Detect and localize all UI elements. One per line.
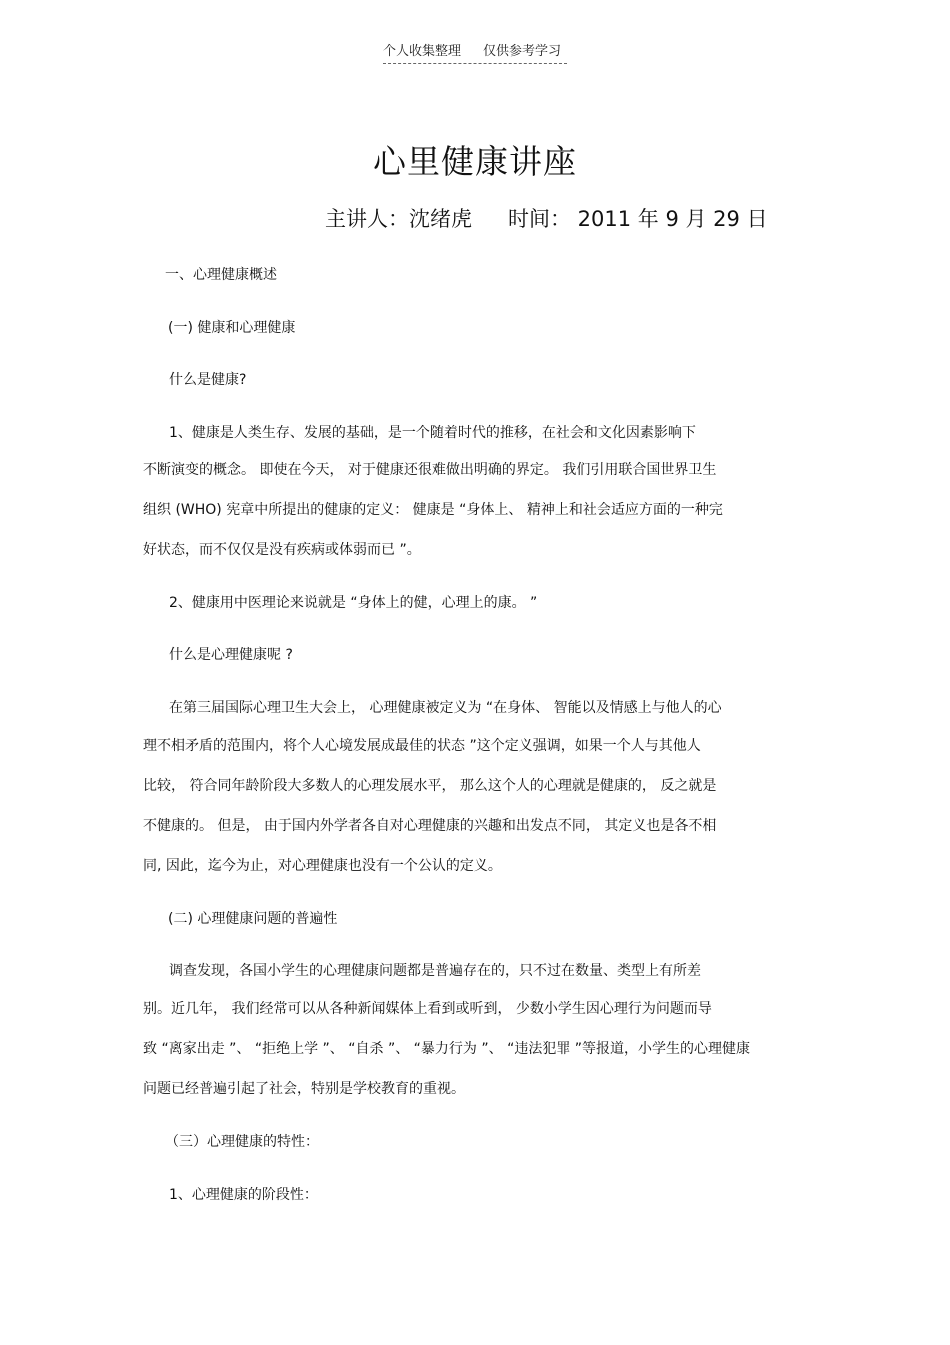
paragraph-line: 在第三届国际心理卫生大会上， 心理健康被定义为 “在身体、 智能以及情感上与他人的心 xyxy=(169,700,722,716)
page-header xyxy=(383,40,567,64)
subsection-heading-3: （三）心理健康的特性： xyxy=(165,1134,319,1150)
paragraph-line: 1、健康是人类生存、发展的基础，是一个随着时代的推移，在社会和文化因素影响下 xyxy=(169,425,696,441)
section-heading-1: 一、心理健康概述 xyxy=(165,267,277,283)
question-mental-health: 什么是心理健康呢 ? xyxy=(169,647,293,663)
header-right-text: 仅供参考学习 xyxy=(483,44,562,59)
subsection-heading-2: (二) 心理健康问题的普遍性 xyxy=(168,911,338,927)
byline xyxy=(325,203,768,233)
document-title: 心里健康讲座 xyxy=(373,142,577,181)
paragraph-line: 别。近几年， 我们经常可以从各种新闻媒体上看到或听到， 少数小学生因心理行为问题而导 xyxy=(143,1001,712,1017)
paragraph-line: 问题已经普遍引起了社会，特别是学校教育的重视。 xyxy=(143,1081,465,1097)
paragraph-line: 2、健康用中医理论来说就是 “身体上的健，心理上的康。 ” xyxy=(169,595,538,611)
subsection-heading-1: (一) 健康和心理健康 xyxy=(168,320,296,336)
paragraph-line: 不断演变的概念。 即使在今天， 对于健康还很难做出明确的界定。 我们引用联合国世界卫生 xyxy=(143,462,717,478)
list-item-heading: 1、心理健康的阶段性： xyxy=(169,1187,318,1203)
paragraph-line: 比较， 符合同年龄阶段大多数人的心理发展水平， 那么这个人的心理就是健康的， 反之就是 xyxy=(143,778,717,794)
speaker: 主讲人：沈绪虎 xyxy=(325,207,472,231)
paragraph-line: 同, 因此，迄今为止，对心理健康也没有一个公认的定义。 xyxy=(143,858,502,874)
paragraph-line: 组织 (WHO) 宪章中所提出的健康的定义： 健康是 “身体上、 精神上和社会适应方面的一种完 xyxy=(143,502,723,518)
paragraph-line: 好状态，而不仅仅是没有疾病或体弱而已 ”。 xyxy=(143,542,421,558)
question-health: 什么是健康? xyxy=(169,372,247,388)
paragraph-line: 致 “离家出走 ”、 “拒绝上学 ”、 “自杀 ”、 “暴力行为 ”、 “违法犯罪 ”等报道，小学生的心理健康 xyxy=(143,1041,751,1057)
paragraph-line: 理不相矛盾的范围内，将个人心境发展成最佳的状态 ”这个定义强调，如果一个人与其他人 xyxy=(143,738,701,754)
paragraph-line: 不健康的。 但是， 由于国内外学者各自对心理健康的兴趣和出发点不同， 其定义也是各不相 xyxy=(143,818,717,834)
header-left-text: 个人收集整理 xyxy=(383,44,462,59)
paragraph-line: 调查发现，各国小学生的心理健康问题都是普遍存在的，只不过在数量、类型上有所差 xyxy=(169,963,701,979)
date: 时间： 2011 年 9 月 29 日 xyxy=(508,207,768,231)
